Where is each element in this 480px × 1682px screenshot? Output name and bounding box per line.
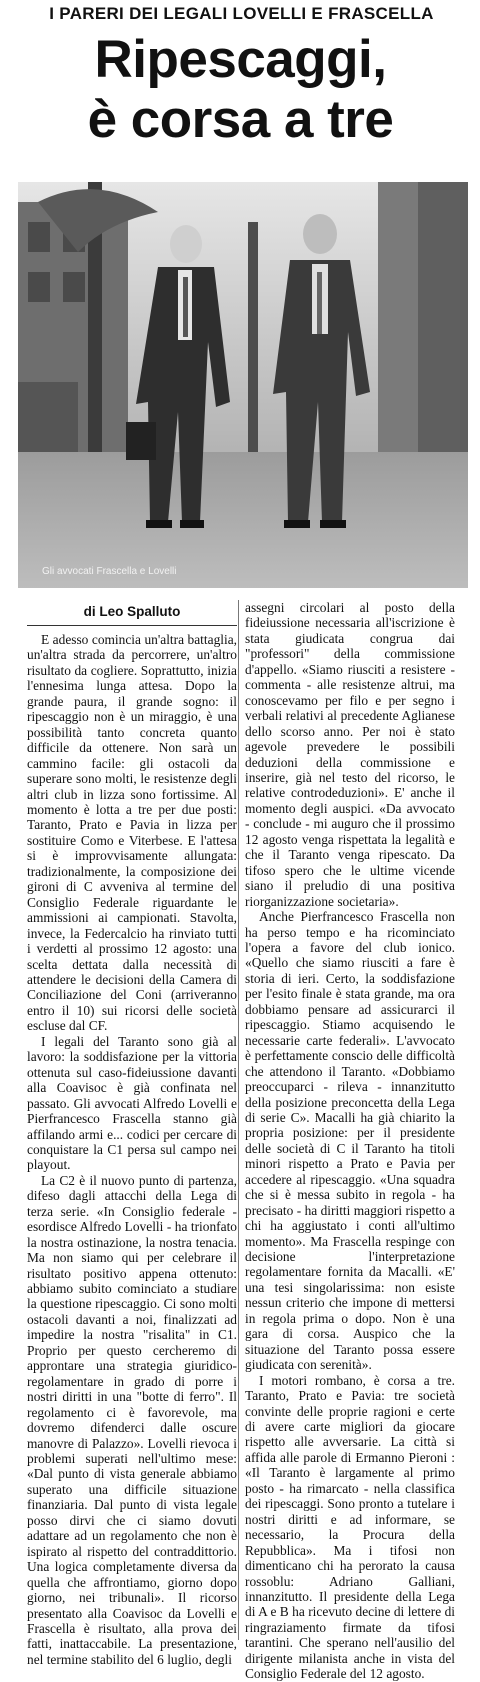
- right-column: [245, 600, 455, 1682]
- photo-caption: Gli avvocati Frascella e Lovelli: [42, 566, 177, 577]
- kicker-headline: I PARERI DEI LEGALI LOVELLI E FRASCELLA: [49, 4, 434, 23]
- byline: di Leo Spalluto: [27, 604, 237, 626]
- column-divider: [238, 600, 239, 1640]
- headline: [8, 30, 473, 150]
- paragraph: La C2 è il nuovo punto di partenza, difeso dagli attacchi della Lega di terza serie. «In Consiglio federale - esordisce Alfredo Lovelli - ha trionfato la nostra ostinazione, la nostra tenacia. Ma non siamo qui per celebrare il risultato positivo appena ottenuto: abbiamo subito cominciato a studiare la questione ripescaggio. Ci sono molti ostacoli davanti a noi, finalizzati ad impedire la nostra "risalita" in C1. Proprio per questo cercheremo di approntare una strategia giuridico-regolamentare in grado di porre i nostri diritti in una "botte di ferro". Il regolamento ci è favorevole, ma dovremo difenderci dalle oscure manovre di Palazzo». Lovelli rievoca i problemi superati nell'ultimo mese: «Dal punto di vista generale abbiamo superato una difficile situazione finanziaria. Dal punto di vista legale posso dirvi che ci siamo dovuti adattare ad un regolamento che non è ispirato al rispetto del contraddittorio. Una logica completamente diversa da quella che affrontiamo, giorno dopo giorno, nei tribunali». Il ricorso presentato alla Coavisoc da Lovelli e Frascella è risultato, alla prova dei fatti, inattaccabile. La presentazione, nel termine stabilito del 6 luglio, degli: [27, 1172, 237, 1667]
- headline-line-1: Ripescaggi,: [94, 30, 387, 89]
- paragraph: I legali del Taranto sono già al lavoro: la soddisfazione per la vittoria ottenuta sul caso-fideiussione davanti alla Coavisoc è già confinata nel passato. Gli avvocati Alfredo Lovelli e Pierfrancesco Frascella stanno già affilando armi e... codici per cercare di conquistare la C1 persa sul campo nei playout.: [27, 1033, 237, 1173]
- article-photo: [18, 182, 468, 588]
- paragraph: I motori rombano, è corsa a tre. Taranto, Prato e Pavia: tre società convinte delle proprie ragioni e certe di avere carte migliori da giocare rispetto alle avversarie. La città si affida alle parole di Ermanno Pieroni : «Il Taranto è largamente al primo posto - ha rimarcato - nella classifica dei ripescaggi. Sono pronto a tutelare i nostri diritti e ad informare, se necessario, la Procura della Repubblica». Ma i tifosi non dimenticano chi ha perorato la causa rossoblu: Adriano Galliani, innanzitutto. Il presidente della Lega di A e B ha ricevuto decine di lettere di ringraziamento firmate da tifosi tarantini. Che sperano nell'ausilio del dirigente milanista anche in vista del Consiglio Federale del 12 agosto.: [245, 1372, 455, 1682]
- left-column: [27, 632, 237, 1667]
- street-photo-illustration: [18, 182, 468, 588]
- paragraph: assegni circolari al posto della fideiussione necessaria all'iscrizione è stata giudicata congrua dai "professori" della commissione d'appello. «Siamo riusciti a resistere - commenta - alle resistenze altrui, ma conoscevamo per filo e per segno i verbali relativi al precedente Aglianese dello scorso anno. Per noi è stato agevole prevedere le possibili deduzioni della commissione e inserire, già nel testo del ricorso, le relative controdeduzioni». E' anche il momento degli auspici. «Da avvocato - conclude - mi auguro che il prossimo 12 agosto venga rispettata la legalità e che il Taranto venga ripescato. Da tifoso spero che le ultime vicende siano il preludio di una positiva riorganizzazione societaria».: [245, 600, 455, 909]
- paragraph: E adesso comincia un'altra battaglia, un'altra strada da percorrere, un'altro risultato da cogliere. Soprattutto, inizia l'ennesima lunga attesa. Dopo la grande paura, il grande sogno: il ripescaggio non è un miraggio, è una possibilità tanto concreta quanto difficile da ottenere. Non sarà un cammino facile: gli ostacoli da superare sono molti, le resistenze degli altri club in lizza sono fortissime. Al momento è lotta a tre per due posti: Taranto, Prato e Pavia in lizza per sostituire Como e Viterbese. E l'attesa si è improvvisamente allungata: tradizionalmente, la composizione dei gironi di C avveniva al termine del Consiglio Federale riguardante le ammissioni ai campionati. Stavolta, invece, la Federcalcio ha rinviato tutti i verdetti al prossimo 12 agosto: una scelta dettata dalla necessità di attendere le decisioni della Camera di Conciliazione del Coni (arriveranno entro il 10) sui ricorsi delle società escluse dal CF.: [27, 632, 237, 1034]
- headline-line-2: è corsa a tre: [87, 90, 394, 149]
- paragraph: Anche Pierfrancesco Frascella non ha perso tempo e ha ricominciato l'opera a favore del club ionico. «Quello che siamo riusciti a fare è storia di ieri. Certo, la soddisfazione per l'esito finale è stata grande, ma ora dobbiamo pensare ad assicurarci il ripescaggio. Stiamo acquisendo le necessarie carte federali». L'avvocato è perfettamente conscio delle difficoltà che attendono il Taranto. «Dobbiamo preoccuparci - rileva - innanzitutto della posizione preconcetta della Lega di serie C». Macalli ha già chiarito la propria posizione: per il presidente delle società di C il Taranto ha titoli minori rispetto a Prato e Pavia per accedere al ripescaggio. «Una squadra che si è messa subito in regola - ha precisato - ha diritti maggiori rispetto a chi ha aggiustato i conti all'ultimo momento». Ma Frascella respinge con decisione l'interpretazione regolamentare fornita da Macalli. «E' una tesi singolarissima: non esiste nessun criterio che impone di mettersi in regola prima o dopo. Non è una gara di corsa. Auspico che la situazione del Taranto possa essere giudicata con serenità».: [245, 909, 455, 1373]
